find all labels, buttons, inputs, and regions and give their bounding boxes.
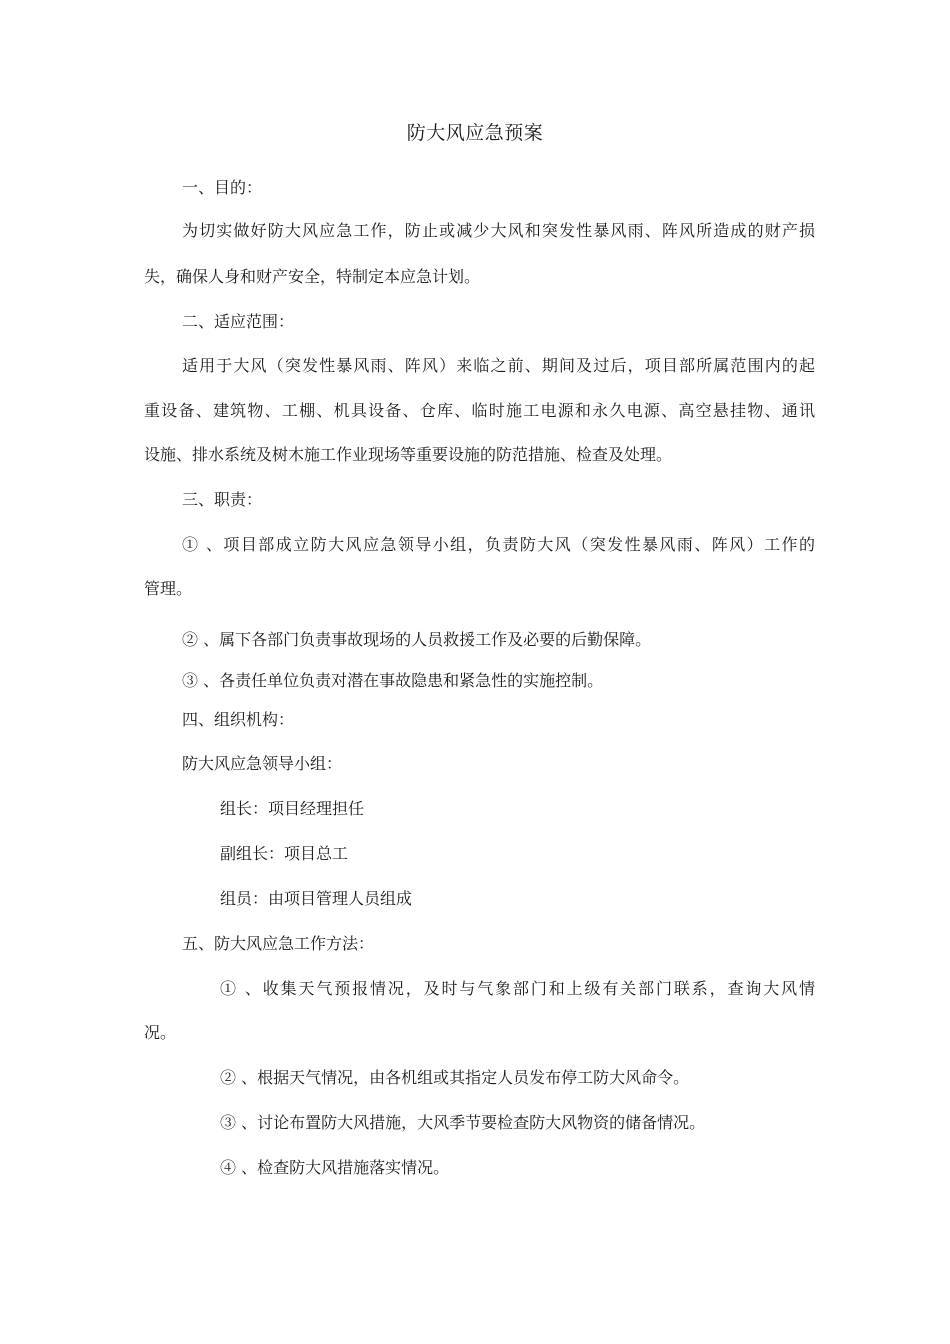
list-item: 副组长：项目总工 xyxy=(220,844,349,863)
section-heading-duties: 三、职责： xyxy=(182,490,263,509)
paragraph-line: 管理。 xyxy=(144,579,193,598)
paragraph-line: 防大风应急领导小组： xyxy=(182,754,343,773)
list-item: ① 、项目部成立防大风应急领导小组，负责防大风（突发性暴风雨、阵风）工作的 xyxy=(182,535,815,554)
list-item: ③ 、讨论布置防大风措施，大风季节要检查防大风物资的储备情况。 xyxy=(220,1113,706,1132)
section-heading-scope: 二、适应范围： xyxy=(182,312,295,331)
section-heading-methods: 五、防大风应急工作方法： xyxy=(182,934,375,953)
list-item: ② 、根据天气情况，由各机组或其指定人员发布停工防大风命令。 xyxy=(220,1068,690,1087)
list-item: 组员：由项目管理人员组成 xyxy=(220,889,413,908)
list-item: ④ 、检查防大风措施落实情况。 xyxy=(220,1158,450,1177)
paragraph-line: 失，确保人身和财产安全，特制定本应急计划。 xyxy=(144,267,481,286)
document-title: 防大风应急预案 xyxy=(406,122,544,144)
section-heading-organization: 四、组织机构： xyxy=(182,710,295,729)
list-item: ② 、属下各部门负责事故现场的人员救援工作及必要的后勤保障。 xyxy=(182,630,652,649)
paragraph-line: 重设备、建筑物、工棚、机具设备、仓库、临时施工电源和永久电源、高空悬挂物、通讯 xyxy=(144,401,815,420)
list-item: ③ 、各责任单位负责对潜在事故隐患和紧急性的实施控制。 xyxy=(182,671,604,690)
paragraph-line: 设施、排水系统及树木施工作业现场等重要设施的防范措施、检查及处理。 xyxy=(144,445,673,464)
paragraph-line: 适用于大风（突发性暴风雨、阵风）来临之前、期间及过后，项目部所属范围内的起 xyxy=(182,356,815,375)
paragraph-line: 况。 xyxy=(144,1023,177,1042)
list-item: ① 、收集天气预报情况，及时与气象部门和上级有关部门联系，查询大风情 xyxy=(220,979,815,998)
list-item: 组长：项目经理担任 xyxy=(220,799,365,818)
section-heading-purpose: 一、目的： xyxy=(182,178,263,197)
paragraph-line: 为切实做好防大风应急工作，防止或减少大风和突发性暴风雨、阵风所造成的财产损 xyxy=(182,221,815,240)
